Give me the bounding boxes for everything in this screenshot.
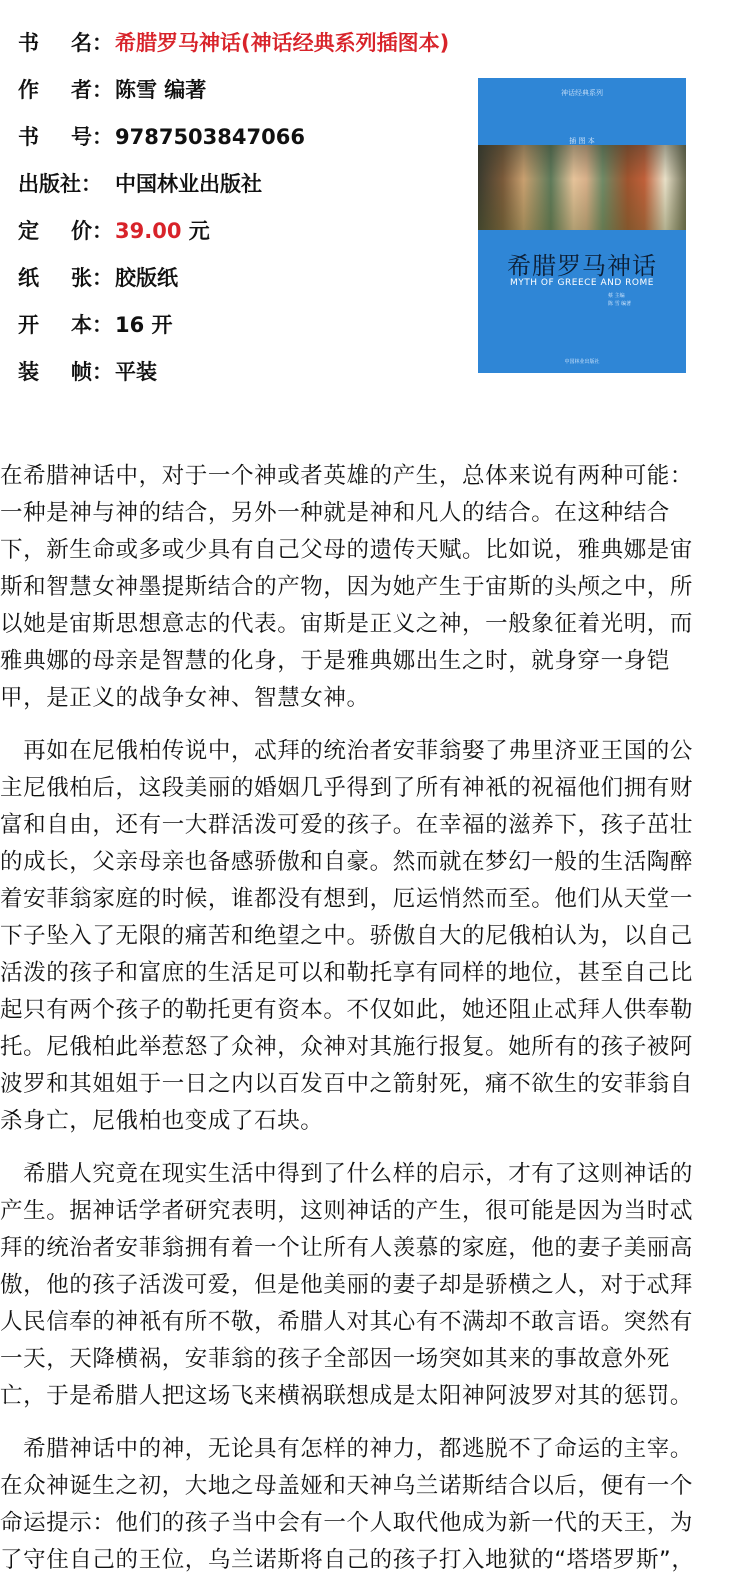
description-text [0,458,750,1595]
book-info-row [18,214,449,261]
text-line: 下子坠入了无限的痛苦和绝望之中。骄傲自大的尼俄柏认为，以自己 [0,923,694,949]
book-info-row [18,73,449,120]
text-line: 斯和智慧女神墨提斯结合的产物，因为她产生于宙斯的头颅之中，所 [0,574,694,600]
info-value: 平装 [115,360,157,384]
info-label-part: 作 [18,78,39,102]
book-info-row [18,308,449,355]
cover-title-cn: 希腊罗马神话 [507,252,657,280]
info-value: 9787503847066 [115,125,305,149]
cover-painting [478,145,686,230]
book-info-row [18,120,449,167]
cover-series: 神话经典系列 [561,89,603,97]
info-label [18,73,113,120]
info-label-part: 书 [18,125,39,149]
info-label-part: 帧： [71,360,113,384]
text-line: 下，新生命或多或少具有自己父母的遗传天赋。比如说，雅典娜是宙 [0,537,694,563]
text-line: 杀身亡，尼俄柏也变成了石块。 [0,1108,324,1134]
text-line: 希腊人究竟在现实生活中得到了什么样的启示，才有了这则神话的 [0,1161,694,1187]
info-label [18,167,113,214]
info-label [18,26,113,73]
book-cover-image [478,78,686,373]
info-label-part: 开 [18,313,39,337]
text-line: 托。尼俄柏此举惹怒了众神，众神对其施行报复。她所有的孩子被阿 [0,1034,694,1060]
paragraph [0,1156,750,1415]
info-value: 16 开 [115,313,173,337]
text-line: 主尼俄柏后，这段美丽的婚姻几乎得到了所有神衹的祝福他们拥有财 [0,775,694,801]
text-line: 以她是宙斯思想意志的代表。宙斯是正义之神，一般象征着光明，而 [0,611,694,637]
text-line: 雅典娜的母亲是智慧的化身，于是雅典娜出生之时，就身穿一身铠 [0,648,670,674]
info-label-part: 本： [71,313,113,337]
info-value: 陈雪 编著 [115,78,207,102]
text-line: 了守住自己的王位，乌兰诺斯将自己的孩子打入地狱的“塔塔罗斯”， [0,1547,695,1573]
price-unit: 元 [181,219,210,243]
info-value: 中国林业出版社 [115,172,262,196]
info-label [18,308,113,355]
info-label-part: 定 [18,219,39,243]
text-line: 的成长，父亲母亲也备感骄傲和自豪。然而就在梦幻一般的生活陶醉 [0,849,694,875]
text-line: 再如在尼俄柏传说中，忒拜的统治者安菲翁娶了弗里济亚王国的公 [0,738,694,764]
cover-title-en: MYTH OF GREECE AND ROME [510,278,654,288]
text-line: 一种是神与神的结合，另外一种就是神和凡人的结合。在这种结合 [0,500,670,526]
text-line: 傲，他的孩子活泼可爱，但是他美丽的妻子却是骄横之人，对于忒拜 [0,1272,694,1298]
text-line: 产生。据神话学者研究表明，这则神话的产生，很可能是因为当时忒 [0,1198,694,1224]
info-value: 39.00 [115,219,182,243]
paragraph [0,1431,750,1579]
text-line: 甲，是正义的战争女神、智慧女神。 [0,685,370,711]
text-line: 活泼的孩子和富庶的生活足可以和勒托享有同样的地位，甚至自己比 [0,960,694,986]
cover-credit: 蔡 主编 [608,293,625,299]
text-line: 希腊神话中的神，无论具有怎样的神力，都逃脱不了命运的主宰。 [0,1436,694,1462]
info-label [18,214,113,261]
info-label [18,120,113,167]
text-line: 起只有两个孩子的勒托更有资本。不仅如此，她还阻止忒拜人供奉勒 [0,997,694,1023]
cover-edition: 插 图 本 [569,137,595,145]
info-value: 希腊罗马神话(神话经典系列插图本) [115,31,450,55]
text-line: 在希腊神话中，对于一个神或者英雄的产生，总体来说有两种可能： [0,463,694,489]
text-line: 亡，于是希腊人把这场飞来横祸联想成是太阳神阿波罗对其的惩罚。 [0,1383,694,1409]
book-info-row [18,355,449,402]
text-line: 人民信奉的神衹有所不敬，希腊人对其心有不满却不敢言语。突然有 [0,1309,694,1335]
info-label-part: 号： [71,125,113,149]
book-info-row [18,167,449,214]
cover-credits [608,292,631,308]
text-line: 拜的统治者安菲翁拥有着一个让所有人羡慕的家庭，他的妻子美丽高 [0,1235,694,1261]
paragraph [0,733,750,1140]
paragraph [0,458,750,717]
info-label [18,355,113,402]
book-info-row [18,26,449,73]
info-label-part: 价： [71,219,113,243]
info-label-part: 名： [71,31,113,55]
cover-publisher: 中国林业出版社 [564,359,600,365]
text-line: 一天，天降横祸，安菲翁的孩子全部因一场突如其来的事故意外死 [0,1346,670,1372]
info-label-part: 张： [71,266,113,290]
book-info-row [18,261,449,308]
info-value: 胶版纸 [115,266,178,290]
text-line: 波罗和其姐姐于一日之内以百发百中之箭射死，痛不欲生的安菲翁自 [0,1071,694,1097]
info-label-part: 者： [71,78,113,102]
text-line: 在众神诞生之初，大地之母盖娅和天神乌兰诺斯结合以后，便有一个 [0,1473,694,1499]
info-label-part: 出版社： [18,172,102,196]
cover-credit: 陈 雪 编著 [608,301,632,307]
text-line: 着安菲翁家庭的时候，谁都没有想到，厄运悄然而至。他们从天堂一 [0,886,694,912]
info-label-part: 装 [18,360,39,384]
info-label-part: 纸 [18,266,39,290]
info-label-part: 书 [18,31,39,55]
text-line: 命运提示：他们的孩子当中会有一个人取代他成为新一代的天王，为 [0,1510,694,1536]
text-line: 富和自由，还有一大群活泼可爱的孩子。在幸福的滋养下，孩子茁壮 [0,812,694,838]
info-label [18,261,113,308]
book-info [18,26,449,402]
